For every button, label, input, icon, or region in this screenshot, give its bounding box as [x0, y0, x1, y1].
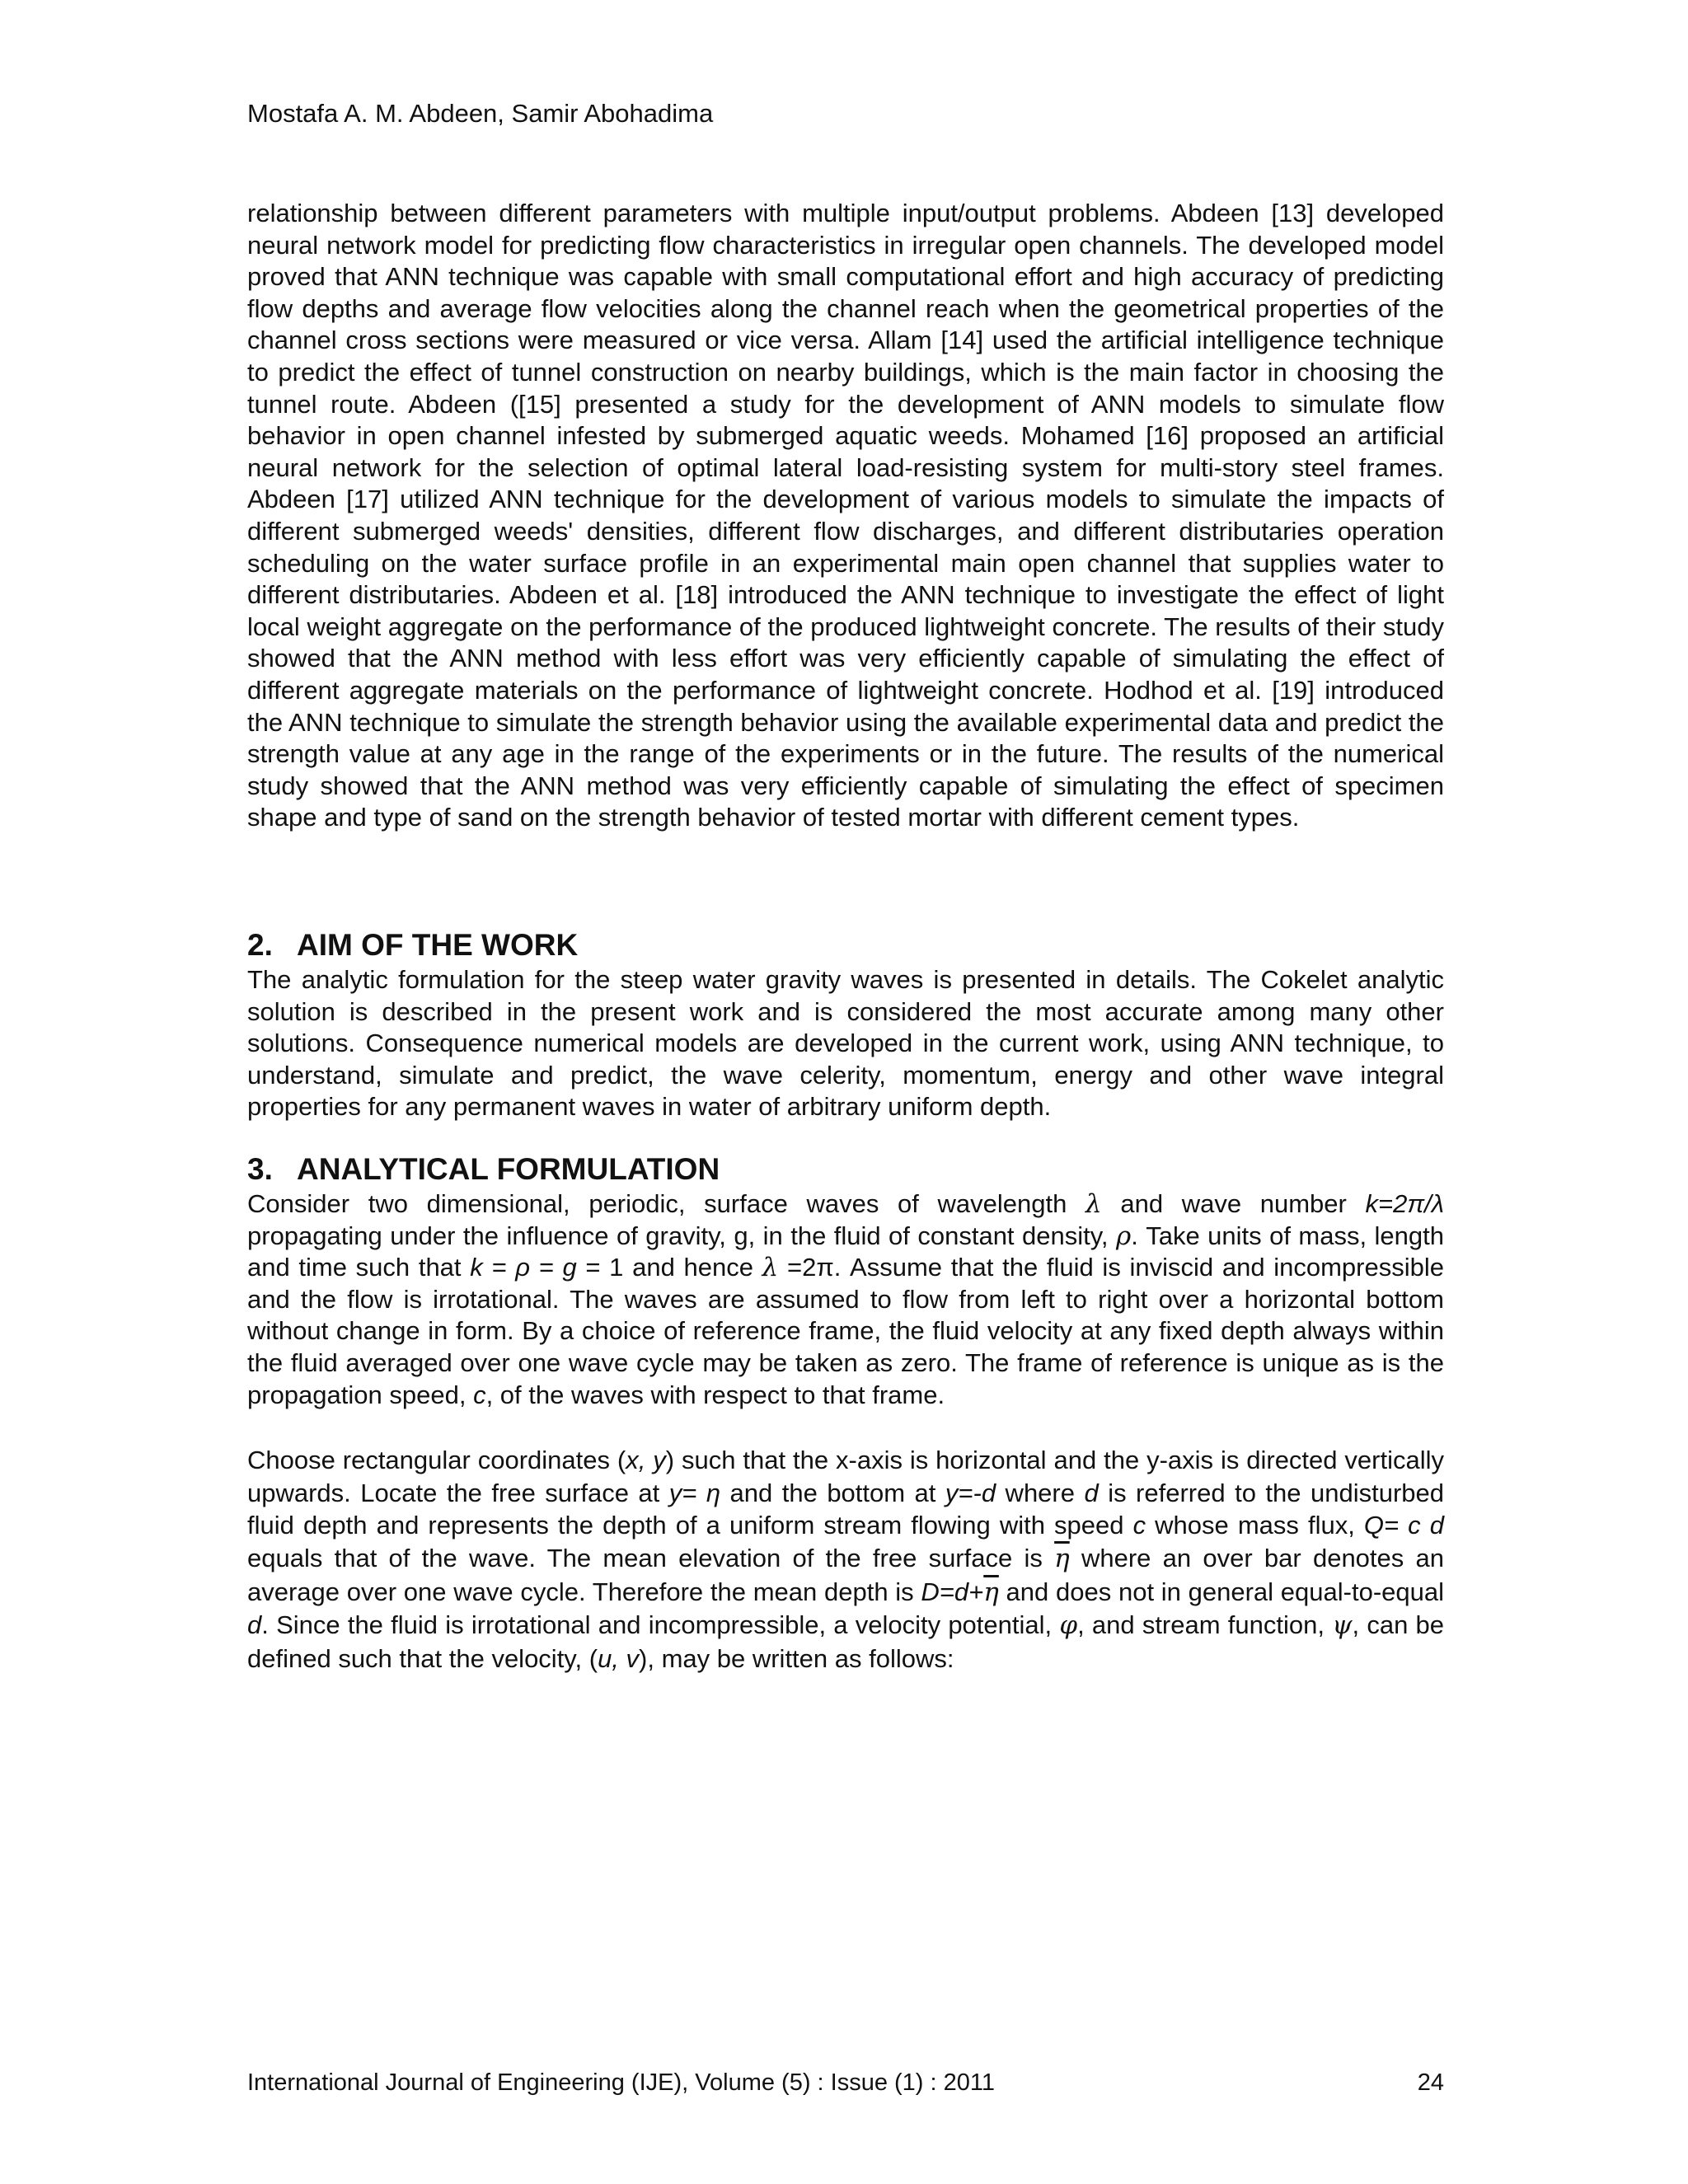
speed-variable: c	[1132, 1511, 1146, 1540]
text-run: Choose rectangular coordinates (	[247, 1446, 626, 1475]
text-run: equals that of the wave. The mean elevation of the free surface is	[247, 1543, 1055, 1572]
rho-symbol: ρ	[1115, 1221, 1132, 1251]
intro-paragraph: relationship between different parameters with multiple input/output problems. Abdeen [13] developed neural network model for predicting flow characteristics in irregular open channels. The developed model proved that ANN technique was capable with small computational effort and high accuracy of predicting flow depths and average flow velocities along the channel reach when the geometrical properties of the channel cross sections were measured or vice versa. Allam [14] used the artificial intelligence technique to predict the effect of tunnel construction on nearby buildings, which is the main factor in choosing the tunnel route. Abdeen ([15] presented a study for the development of ANN models to simulate flow behavior in open channel infested by submerged aquatic weeds. Mohamed [16] proposed an artificial neural network for the selection of optimal lateral load-resisting system for multi-story steel frames. Abdeen [17] utilized ANN technique for the development of various models to simulate the impacts of different submerged weeds' densities, different flow discharges, and different distributaries operation scheduling on the water surface profile in an experimental main open channel that supplies water to different distributaries. Abdeen et al. [18] introduced the ANN technique to investigate the effect of light local weight aggregate on the performance of the produced lightweight concrete. The results of their study showed that the ANN method with less effort was very efficiently capable of simulating the effect of different aggregate materials on the performance of lightweight concrete. Hodhod et al. [19] introduced the ANN technique to simulate the strength behavior using the available experimental data and predict the strength value at any age in the range of the experiments or in the future. The results of the numerical study showed that the ANN method was very efficiently capable of simulating the effect of specimen shape and type of sand on the strength behavior of tested mortar with different cement types.	[247, 199, 1444, 832]
text-run: , can be defined such that the velocity, (	[247, 1610, 1444, 1673]
wave-number-expression: k=2π/λ	[1365, 1189, 1444, 1218]
intro-column	[247, 198, 1444, 834]
coordinates-variable: x, y	[626, 1446, 666, 1475]
text-run: ), may be written as follows:	[639, 1643, 954, 1673]
text-run: is referred to the undisturbed fluid depth and represents the depth of a uniform stream flowing with speed	[247, 1478, 1444, 1540]
eta-bar-symbol: $\overline{\eta}$	[983, 1577, 999, 1607]
depth-variable: d	[247, 1610, 262, 1640]
text-run: = 1 and hence	[576, 1253, 762, 1282]
text-run: , of the waves with respect to that frame.	[485, 1380, 945, 1409]
text-run: and the bottom at	[720, 1478, 945, 1507]
bottom-expression: y=-d	[945, 1478, 996, 1507]
footer-page-number: 24	[1417, 2069, 1444, 2096]
speed-variable: c	[473, 1380, 486, 1409]
psi-symbol: ψ	[1332, 1610, 1353, 1641]
text-run: propagating under the influence of gravity, g, in the fluid of constant density,	[247, 1221, 1116, 1250]
text-run: , and stream function,	[1077, 1610, 1333, 1640]
section-title: AIM OF THE WORK	[297, 928, 579, 962]
units-expression: k = ρ = g	[470, 1253, 577, 1282]
text-run: Consider two dimensional, periodic, surface waves of wavelength	[247, 1189, 1086, 1218]
text-run: and does not in general equal-to-equal	[998, 1577, 1444, 1606]
section-analytical-formulation	[247, 1151, 1444, 1675]
mean-depth-expression: D=d+	[921, 1577, 984, 1606]
velocity-variable: u, v	[598, 1643, 640, 1673]
section-heading-analytical	[247, 1151, 1444, 1188]
text-run: where	[996, 1478, 1085, 1507]
text-run: and wave number	[1101, 1189, 1366, 1218]
running-head-authors: Mostafa A. M. Abdeen, Samir Abohadima	[247, 99, 714, 128]
mass-flux-expression: Q= c d	[1363, 1511, 1444, 1540]
footer-journal-citation: International Journal of Engineering (IJE), Volume (5) : Issue (1) : 2011	[247, 2069, 996, 2096]
lambda-symbol: λ	[762, 1253, 779, 1283]
section-heading-aim	[247, 926, 1444, 964]
text-run: whose mass flux,	[1146, 1511, 1364, 1540]
text-run: =2π. Assume that the fluid is inviscid and incompressible and the flow is irrotational. The waves are assumed to flow from left to right over a horizontal bottom without change in form. By a choice of reference frame, the fluid velocity at any fixed depth always within the fluid averaged over one wave cycle may be taken as zero. The frame of reference is unique as is the propagation speed,	[247, 1253, 1444, 1409]
eta-bar-symbol: $\overline{\eta}$	[1054, 1543, 1070, 1573]
section-number: 2.	[247, 928, 273, 962]
text-run: where an over bar denotes an average over one wave cycle. Therefore the mean depth is	[247, 1543, 1445, 1606]
text-run: . Since the fluid is irrotational and incompressible, a velocity potential,	[261, 1610, 1060, 1640]
formulation-paragraph-1	[247, 1188, 1444, 1411]
depth-variable: d	[1084, 1478, 1099, 1507]
section-aim-of-work	[247, 926, 1444, 1123]
formulation-paragraph-2	[247, 1444, 1444, 1675]
text-run: . Take units of mass, length and time such that	[247, 1221, 1444, 1282]
text-run: ) such that the x-axis is horizontal and the y-axis is directed vertically upwards. Locate the free surface at	[247, 1446, 1445, 1507]
free-surface-expression: y= η	[668, 1478, 721, 1507]
phi-symbol: φ	[1059, 1610, 1078, 1641]
section-number: 3.	[247, 1152, 273, 1186]
aim-paragraph: The analytic formulation for the steep water gravity waves is presented in details. The Cokelet analytic solution is described in the present work and is considered the most accurate among many other solutions. Consequence numerical models are developed in the current work, using ANN technique, to understand, simulate and predict, the wave celerity, momentum, energy and other wave integral properties for any permanent waves in water of arbitrary uniform depth.	[247, 965, 1444, 1122]
section-title: ANALYTICAL FORMULATION	[297, 1152, 720, 1186]
lambda-symbol: λ	[1085, 1189, 1102, 1219]
